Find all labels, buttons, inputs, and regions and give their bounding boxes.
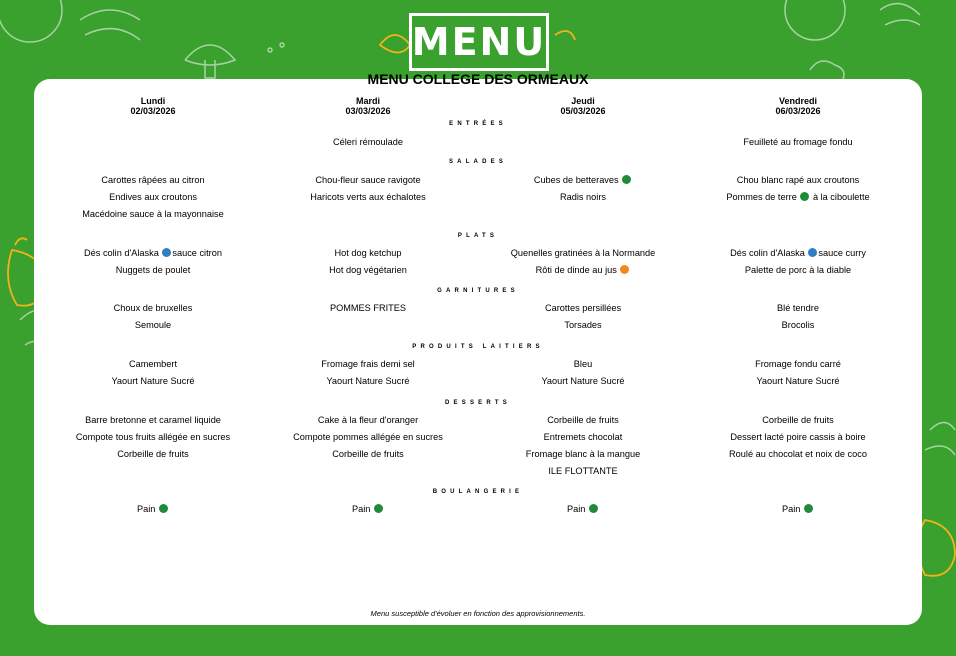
msc-fish-icon bbox=[808, 248, 817, 257]
day-date: 06/03/2026 bbox=[775, 106, 821, 116]
day-date: 02/03/2026 bbox=[130, 106, 176, 116]
page-title: MENU COLLEGE DES ORMEAUX bbox=[367, 71, 589, 87]
menu-item: Corbeille de fruits bbox=[547, 415, 619, 425]
menu-item-label: Dés colin d'Alaska bbox=[84, 248, 159, 258]
menu-item: Chou blanc rapé aux croutons bbox=[736, 175, 860, 185]
menu-item: Yaourt Nature Sucré bbox=[111, 376, 195, 386]
menu-item: Semoule bbox=[134, 320, 172, 330]
menu-item bbox=[475, 265, 691, 275]
menu-item: Chou-fleur sauce ravigote bbox=[315, 175, 421, 185]
msc-fish-icon bbox=[162, 248, 171, 257]
menu-item: Barre bretonne et caramel liquide bbox=[85, 415, 221, 425]
menu-item: Corbeille de fruits bbox=[332, 449, 404, 459]
menu-item-label: Rôti de dinde au jus bbox=[535, 265, 617, 275]
menu-item: Palette de porc à la diable bbox=[744, 265, 852, 275]
menu-item-label: Pain bbox=[137, 504, 156, 514]
menu-item: Corbeille de fruits bbox=[762, 415, 834, 425]
menu-item: Camembert bbox=[129, 359, 177, 369]
menu-item bbox=[690, 192, 906, 202]
menu-item-label: Pommes de terre bbox=[726, 192, 797, 202]
day-header-mardi bbox=[303, 96, 433, 116]
label-rouge-icon bbox=[620, 265, 629, 274]
menu-item bbox=[45, 248, 261, 258]
menu-item: POMMES FRITES bbox=[329, 303, 407, 313]
menu-item-label: Dés colin d'Alaska bbox=[730, 248, 805, 258]
footer-note: Menu susceptible d'évoluer en fonction des approvisionnements. bbox=[370, 609, 586, 618]
menu-item: Cake à la fleur d'oranger bbox=[317, 415, 419, 425]
section-desserts: DESSERTS bbox=[445, 400, 511, 406]
menu-item: Compote tous fruits allégée en sucres bbox=[75, 432, 231, 442]
organic-leaf-icon bbox=[622, 175, 631, 184]
menu-item: Hot dog végétarien bbox=[329, 265, 407, 275]
menu-item bbox=[690, 248, 906, 258]
menu-item: Hot dog ketchup bbox=[334, 248, 402, 258]
menu-item bbox=[475, 175, 691, 185]
menu-item bbox=[690, 504, 906, 514]
section-produits-laitiers: PRODUITS LAITIERS bbox=[412, 344, 544, 350]
menu-item: Fromage frais demi sel bbox=[321, 359, 415, 369]
day-date: 03/03/2026 bbox=[345, 106, 391, 116]
menu-item: Carottes persillées bbox=[544, 303, 622, 313]
menu-item: Dessert lacté poire cassis à boire bbox=[730, 432, 866, 442]
menu-item-label: sauce curry bbox=[818, 248, 866, 258]
menu-item: Endives aux croutons bbox=[109, 192, 197, 202]
menu-item: Céleri rémoulade bbox=[333, 137, 403, 147]
menu-badge: MENU bbox=[409, 13, 549, 71]
day-name: Lundi bbox=[140, 96, 166, 106]
menu-item: Entremets chocolat bbox=[543, 432, 623, 442]
day-date: 05/03/2026 bbox=[560, 106, 606, 116]
menu-item: Compote pommes allégée en sucres bbox=[293, 432, 443, 442]
menu-item: Carottes râpées au citron bbox=[101, 175, 205, 185]
menu-item: Yaourt Nature Sucré bbox=[541, 376, 625, 386]
menu-item: Bleu bbox=[573, 359, 593, 369]
organic-leaf-icon bbox=[374, 504, 383, 513]
menu-item-label: Pain bbox=[567, 504, 586, 514]
menu-item: Choux de bruxelles bbox=[113, 303, 193, 313]
menu-item-label: sauce citron bbox=[172, 248, 222, 258]
day-name: Vendredi bbox=[778, 96, 817, 106]
menu-item: Torsades bbox=[564, 320, 602, 330]
menu-item-label: à la ciboulette bbox=[812, 192, 870, 202]
menu-item: Radis noirs bbox=[560, 192, 606, 202]
menu-item: Corbeille de fruits bbox=[117, 449, 189, 459]
menu-item: ILE FLOTTANTE bbox=[548, 466, 618, 476]
menu-item-label: Pain bbox=[352, 504, 371, 514]
menu-item: Haricots verts aux échalotes bbox=[310, 192, 426, 202]
menu-item: Fromage fondu carré bbox=[755, 359, 841, 369]
menu-item: Yaourt Nature Sucré bbox=[756, 376, 840, 386]
section-entrees: ENTRÉES bbox=[449, 121, 507, 127]
day-header-vendredi bbox=[733, 96, 863, 116]
day-name: Jeudi bbox=[571, 96, 595, 106]
menu-item bbox=[260, 504, 476, 514]
menu-item: Feuilleté au fromage fondu bbox=[743, 137, 853, 147]
menu-item: Macédoine sauce à la mayonnaise bbox=[82, 209, 224, 219]
menu-item: Roulé au chocolat et noix de coco bbox=[729, 449, 867, 459]
day-header-lundi bbox=[88, 96, 218, 116]
menu-item: Fromage blanc à la mangue bbox=[525, 449, 641, 459]
menu-item: Blé tendre bbox=[777, 303, 819, 313]
menu-item: Brocolis bbox=[781, 320, 815, 330]
menu-item bbox=[45, 504, 261, 514]
organic-leaf-icon bbox=[589, 504, 598, 513]
section-boulangerie: BOULANGERIE bbox=[432, 489, 524, 495]
section-salades: SALADES bbox=[448, 159, 508, 165]
day-name: Mardi bbox=[355, 96, 380, 106]
organic-leaf-icon bbox=[800, 192, 809, 201]
menu-item bbox=[475, 504, 691, 514]
menu-item: Quenelles gratinées à la Normande bbox=[510, 248, 656, 258]
menu-item-label: Cubes de betteraves bbox=[533, 175, 619, 185]
menu-item: Yaourt Nature Sucré bbox=[326, 376, 410, 386]
section-garnitures: GARNITURES bbox=[437, 288, 519, 294]
menu-item: Nuggets de poulet bbox=[115, 265, 191, 275]
section-plats: PLATS bbox=[457, 233, 499, 239]
organic-leaf-icon bbox=[804, 504, 813, 513]
organic-leaf-icon bbox=[159, 504, 168, 513]
day-header-jeudi bbox=[518, 96, 648, 116]
menu-item-label: Pain bbox=[782, 504, 801, 514]
